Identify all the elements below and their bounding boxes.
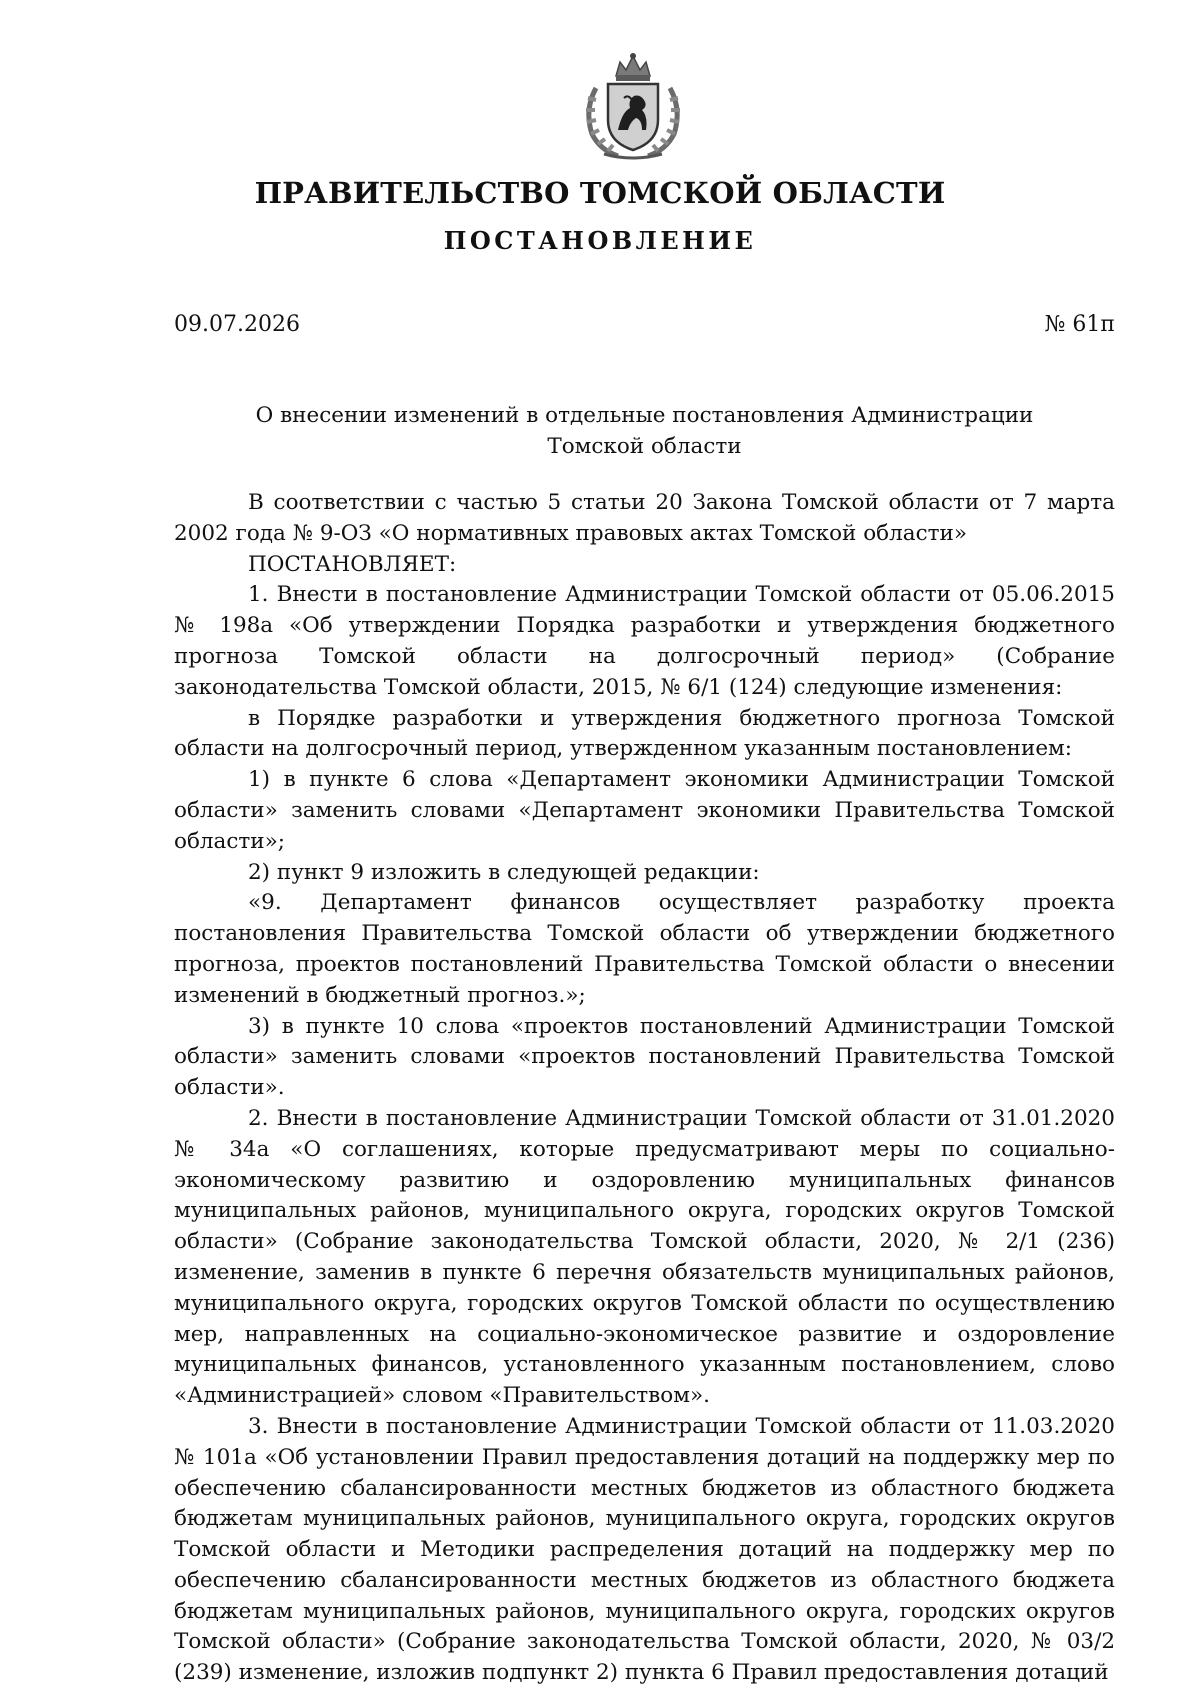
subject-line: Томской области [547,434,742,459]
clause-3-paragraph: 3. Внести в постановление Администрации Томской области от 11.03.2020 № 101а «Об установлении Правил предоставления дотаций на поддержку мер по обеспечению сбалансированности местных бюджетов из областного бюджета бюджетам муниципальных районов, муниципального округа, городских округов Томской области и Методики распределения дотаций на поддержку мер по обеспечению сбалансированности местных бюджетов из областного бюджета бюджетам муниципальных районов, муниципального округа, городских округов Томской области» (Собрание законодательства Томской области, 2020, № 03/2 (239) изменение, изложив подпункт 2) пункта 6 Правил предоставления дотаций [174,1413,1115,1686]
resolves-paragraph: ПОСТАНОВЛЯЕТ: [248,551,457,577]
clause-1-item-2: 2) пункт 9 изложить в следующей редакции: [248,859,760,885]
document-date: 09.07.2026 [174,312,300,337]
document-subject [174,400,1115,462]
organization-title: ПРАВИТЕЛЬСТВО ТОМСКОЙ ОБЛАСТИ [254,176,946,210]
subject-line: О внесении изменений в отдельные постановления Администрации [255,403,1034,428]
clause-1-paragraph: 1. Внести в постановление Администрации Томской области от 05.06.2015 № 198а «Об утверждении Порядка разработки и утверждения бюджетного прогноза Томской области на долгосрочный период» (Собрание законодательства Томской области, 2015, № 6/1 (124) следующие изменения: [174,582,1115,700]
clause-1-intro-paragraph: в Порядке разработки и утверждения бюджетного прогноза Томской области на долгосрочный период, утвержденном указанным постановлением: [174,705,1115,762]
clause-1-item-2-text: «9. Департамент финансов осуществляет разработку проекта постановления Правительства Томской области об утверждении бюджетного прогноза, проектов постановлений Правительства Томской области о внесении изменений в бюджетный прогноз.»; [174,890,1115,1008]
clause-1-item-3: 3) в пункте 10 слова «проектов постановлений Администрации Томской области» заменить словами «проектов постановлений Правительства Томской области». [174,1013,1115,1101]
document-type: ПОСТАНОВЛЕНИЕ [443,226,757,255]
clause-2-paragraph: 2. Внести в постановление Администрации Томской области от 31.01.2020 № 34а «О соглашениях, которые предусматривают меры по социально-экономическому развитию и оздоровлению муниципальных финансов муниципальных районов, муниципального округа, городских округов Томской области» (Собрание законодательства Томской области, 2020, № 2/1 (236) изменение, заменив в пункте 6 перечня обязательств муниципальных районов, муниципального округа, городских округов Томской области по осуществлению мер, направленных на социально-экономическое развитие и оздоровление муниципальных финансов, установленного указанным постановлением, слово «Администрацией» словом «Правительством». [174,1105,1115,1409]
clause-1-item-1: 1) в пункте 6 слова «Департамент экономики Администрации Томской области» заменить словами «Департамент экономики Правительства Томской области»; [174,767,1115,854]
document-number: № 61п [1044,312,1115,337]
preamble-paragraph: В соответствии с частью 5 статьи 20 Закона Томской области от 7 марта 2002 года № 9-ОЗ «О нормативных правовых актах Томской области» [174,490,1115,546]
document-body [174,488,1115,1689]
coat-of-arms-icon [578,50,688,162]
